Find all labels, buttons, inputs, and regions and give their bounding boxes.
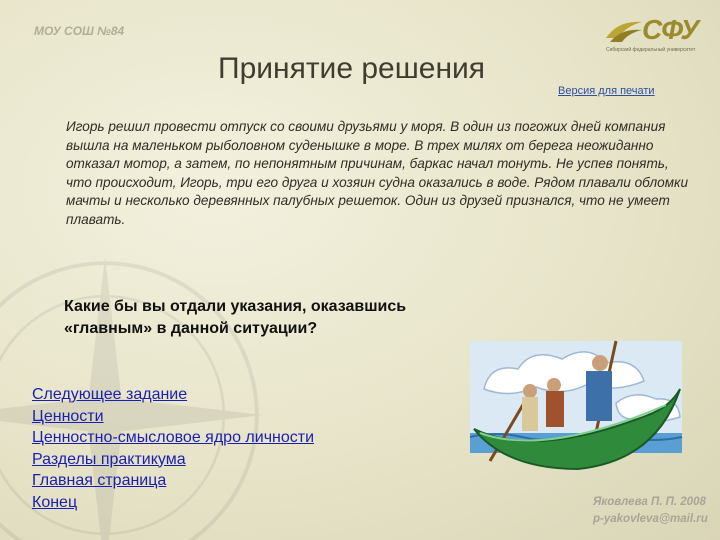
nav-link-value-core[interactable]: Ценностно-смысловое ядро личности xyxy=(32,429,315,446)
rowing-boat-illustration xyxy=(466,333,686,483)
nav-link-values[interactable]: Ценности xyxy=(32,407,104,425)
author-email: p-yakovleva@mail.ru xyxy=(593,513,708,525)
nav-link-sections[interactable]: Разделы практикума xyxy=(32,450,186,468)
nav-link-next-task[interactable]: Следующее задание xyxy=(32,386,188,403)
page-title: Принятие решения xyxy=(218,52,486,85)
navigation-links xyxy=(32,384,314,513)
question-text: Какие бы вы отдали указания, оказавшись «главным» в данной ситуации? xyxy=(64,298,407,337)
logo-wing-icon xyxy=(604,16,644,46)
situation-text: Игорь решил провести отпуск со своими друзьями у моря. В один из погожих дней компания вышла на маленьком рыболовном суденышке в море. В трех милях от берега неожиданно отказал мотор, а затем, по непонятным причинам, баркас начал тонуть. Не успев понять, что происходит, Игорь, три его друга и хозяин судна оказались в воде. Рядом плавали обломки мачты и несколько деревянных палубных решеток. Один из друзей признался, что не умеет плавать. xyxy=(66,119,688,227)
logo-subtitle: Сибирский федеральный университет xyxy=(606,47,696,53)
school-name: МОУ СОШ №84 xyxy=(34,24,125,38)
logo-text: СФУ xyxy=(642,14,699,45)
print-version-link[interactable]: Версия для печати xyxy=(558,85,655,97)
author-name: Яковлева П. П. 2008 xyxy=(593,496,706,508)
nav-link-end[interactable]: Конец xyxy=(32,493,78,511)
author-credit xyxy=(593,494,708,528)
university-logo xyxy=(604,14,708,56)
nav-link-home[interactable]: Главная страница xyxy=(32,472,167,489)
